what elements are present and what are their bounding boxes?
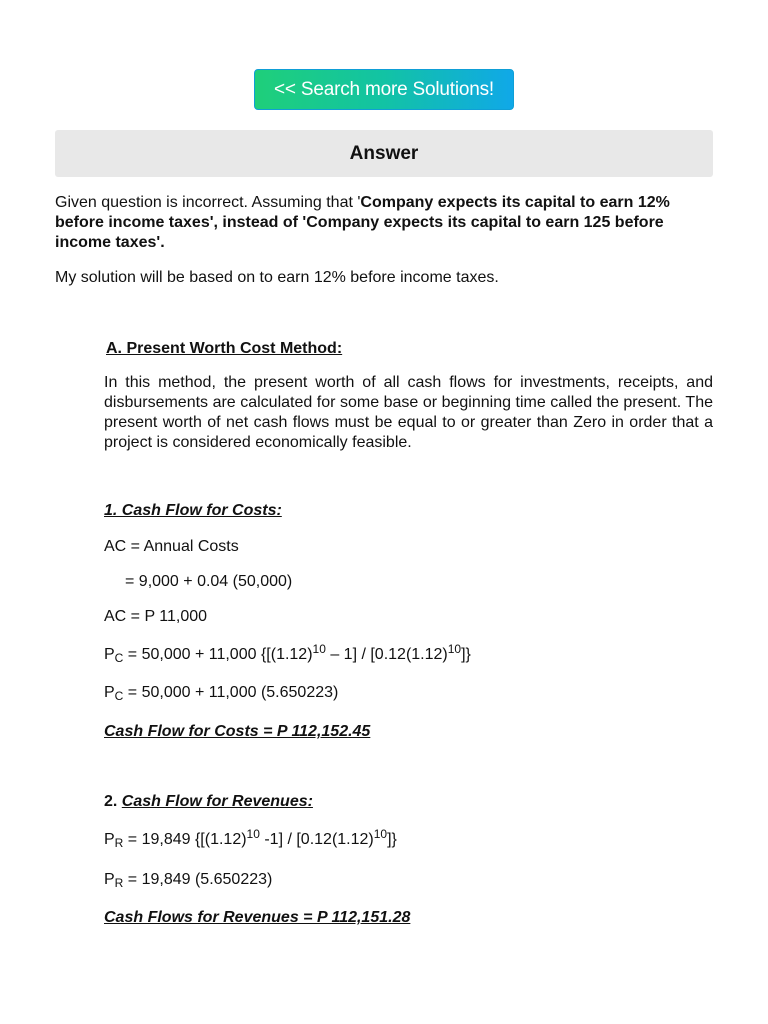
search-more-solutions-button[interactable]: << Search more Solutions! [254, 69, 514, 110]
solution-note: My solution will be based on to earn 12% before income taxes. [55, 269, 499, 286]
pc-subscript: C [114, 651, 124, 665]
ac-definition: AC = Annual Costs [104, 538, 239, 555]
pr-label: P [104, 831, 115, 848]
pc-formula-b: – 1] / [0.12(1.12) [325, 646, 448, 663]
ac-calculation: = 9,000 + 0.04 (50,000) [125, 573, 293, 590]
revenues-heading [104, 792, 313, 812]
pr-formula-a: = 19,849 {[(1.12) [123, 831, 247, 848]
pr-label: P [104, 871, 115, 888]
pc-label: P [104, 646, 115, 663]
pr-subscript: R [114, 836, 124, 850]
pr-formula-c: ]} [387, 831, 397, 848]
pc-subscript: C [114, 689, 124, 703]
intro-bold-text: Company expects its capital to earn 12% before income taxes', instead of 'Company expects its capital to earn 125 before income taxes'. [55, 194, 670, 251]
pr-subscript: R [114, 876, 124, 890]
section-a-text: In this method, the present worth of all cash flows for investments, receipts, and disbursements are calculated for some base or beginning time called the present. The present worth of net cash flows must be equal to or greater than Zero in order that a project is considered economically feasible. [104, 374, 713, 451]
revenues-heading-text: Cash Flow for Revenues: [121, 793, 313, 810]
pr-exponent-2: 10 [373, 827, 388, 841]
pr-formula-b: -1] / [0.12(1.12) [259, 831, 374, 848]
answer-header [55, 130, 713, 177]
intro-paragraph [55, 193, 715, 253]
answer-title: Answer [349, 142, 419, 164]
revenues-heading-number: 2. [104, 793, 122, 810]
costs-heading: 1. Cash Flow for Costs: [104, 502, 282, 519]
ac-value: AC = P 11,000 [104, 608, 208, 625]
pr-exponent-1: 10 [246, 827, 260, 841]
pc-label: P [104, 684, 115, 701]
pc-formula [104, 642, 471, 665]
pc2-formula: = 50,000 + 11,000 (5.650223) [123, 684, 339, 701]
costs-result: Cash Flow for Costs = P 112,152.45 [104, 723, 371, 740]
pc-formula-a: = 50,000 + 11,000 {[(1.12) [123, 646, 313, 663]
pc-exponent-2: 10 [447, 642, 462, 656]
pc-formula-c: ]} [461, 646, 471, 663]
pr2-formula: = 19,849 (5.650223) [123, 871, 273, 888]
pc-value-formula [104, 683, 338, 703]
pc-exponent-1: 10 [312, 642, 326, 656]
pr-value-formula [104, 870, 272, 890]
section-a-heading: A. Present Worth Cost Method: [106, 340, 343, 357]
pr-formula [104, 827, 397, 850]
intro-text: Given question is incorrect. Assuming that ' [55, 194, 361, 211]
revenues-result: Cash Flows for Revenues = P 112,151.28 [104, 909, 411, 926]
